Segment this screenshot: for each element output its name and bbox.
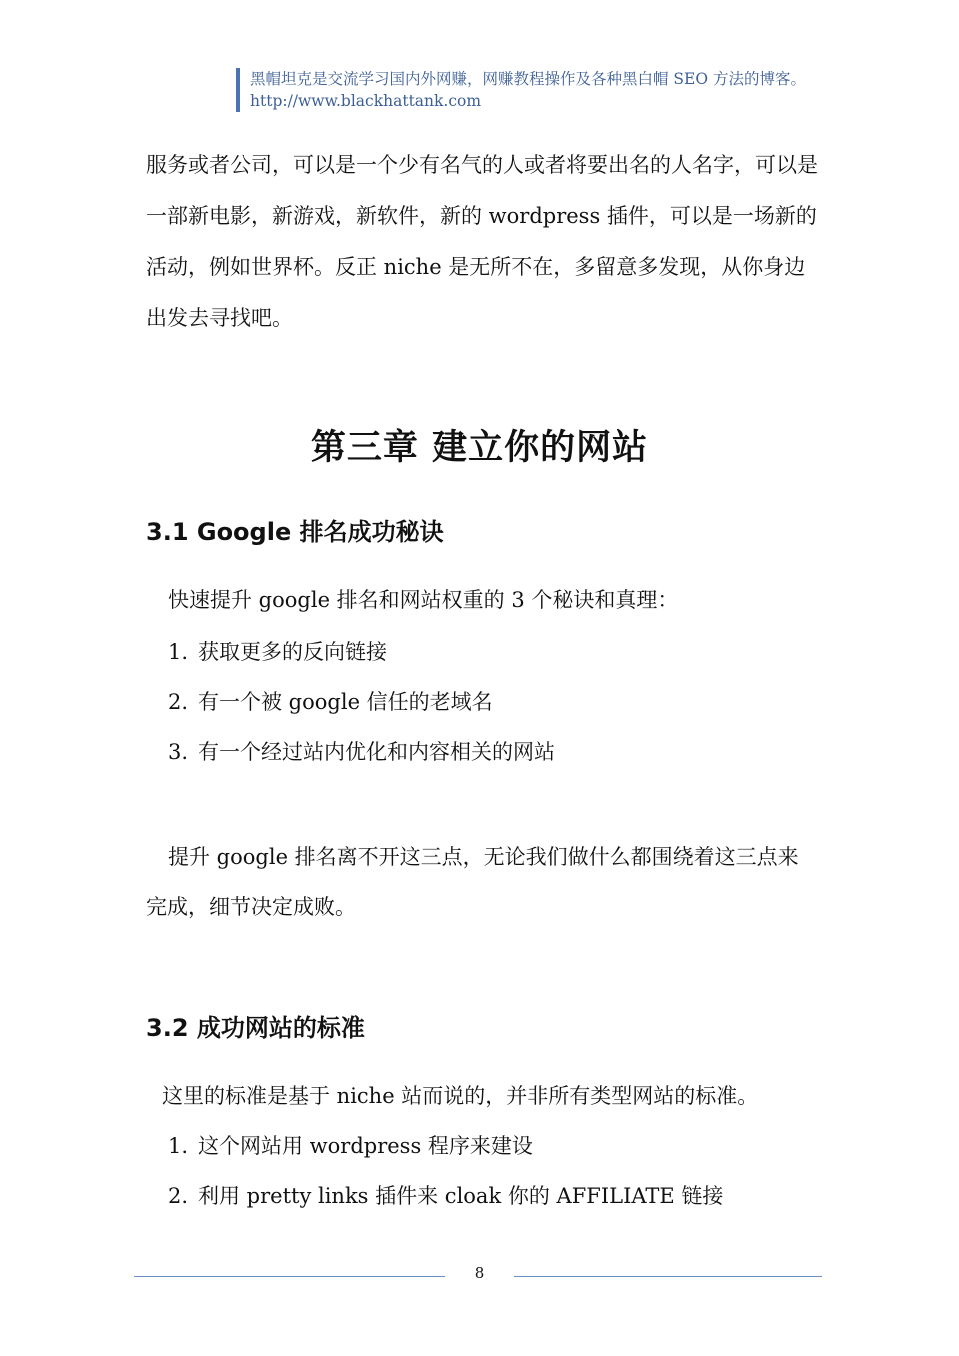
list-item-text: 获取更多的反向链接	[198, 640, 387, 664]
page-header	[236, 68, 850, 112]
section2-lead: 这里的标准是基于 niche 站而说的，并非所有类型网站的标准。	[162, 1084, 759, 1108]
list-item-number: 2.	[168, 690, 189, 714]
section1-paragraph: 提升 google 排名离不开这三点，无论我们做什么都围绕着这三点来完成，细节决定成败。	[146, 845, 799, 919]
section1-lead: 快速提升 google 排名和网站权重的 3 个秘诀和真理：	[168, 588, 679, 612]
list-item	[168, 636, 387, 666]
chapter-title: 第三章 建立你的网站	[310, 428, 649, 468]
page-number: 8	[474, 1264, 485, 1282]
intro-paragraph: 服务或者公司，可以是一个少有名气的人或者将要出名的人名字，可以是一部新电影，新游戏，新软件，新的 wordpress 插件，可以是一场新的活动，例如世界杯。反正 niche 是无所不在，多留意多发现，从你身边出发去寻找吧。	[146, 153, 818, 330]
list-item-number: 1.	[168, 1134, 189, 1158]
footer-divider-right	[514, 1276, 822, 1277]
list-item-text: 有一个经过站内优化和内容相关的网站	[198, 740, 555, 764]
list-item-number: 1.	[168, 640, 189, 664]
list-item	[168, 1130, 533, 1160]
list-item-text: 这个网站用 wordpress 程序来建设	[198, 1134, 533, 1158]
list-item-number: 3.	[168, 740, 189, 764]
list-item	[168, 1180, 723, 1210]
list-item-text: 有一个被 google 信任的老域名	[198, 690, 493, 714]
list-item-number: 2.	[168, 1184, 189, 1208]
list-item	[168, 736, 555, 766]
list-item-text: 利用 pretty links 插件来 cloak 你的 AFFILIATE 链接	[198, 1184, 724, 1208]
section-heading-3-1: 3.1 Google 排名成功秘诀	[146, 518, 444, 546]
header-text: 黑帽坦克是交流学习国内外网赚，网赚教程操作及各种黑白帽 SEO 方法的博客。http://www.blackhattank.com	[250, 70, 806, 110]
list-item	[168, 686, 493, 716]
section-heading-3-2: 3.2 成功网站的标准	[146, 1014, 365, 1042]
